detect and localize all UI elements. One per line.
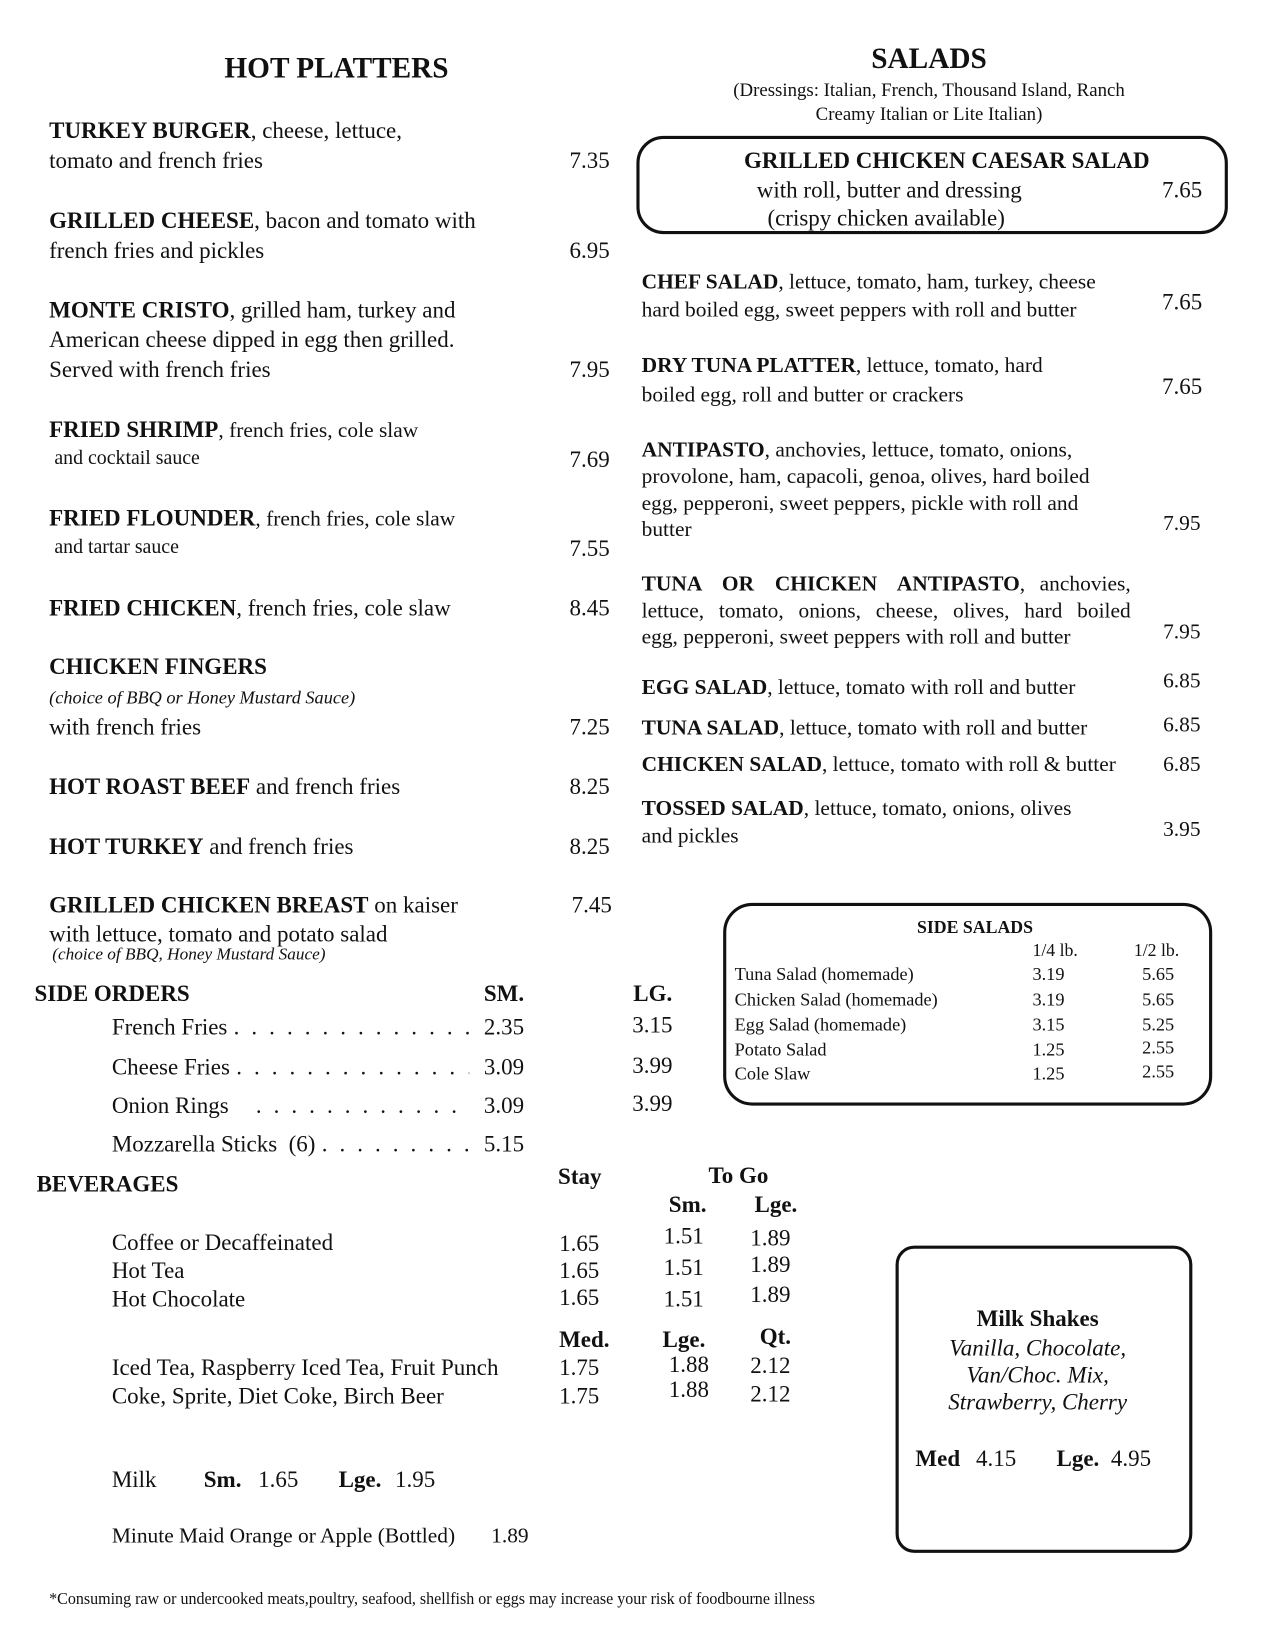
beverages-title: BEVERAGES — [36, 1170, 179, 1197]
side-salad-name: Potato Salad — [734, 1038, 827, 1060]
price-lg: 3.99 — [632, 1089, 673, 1117]
item-desc: , lettuce, tomato with roll & butter — [821, 753, 1116, 777]
item-desc: , anchovies, — [1019, 572, 1131, 596]
price-sm: 1.51 — [663, 1285, 704, 1312]
beverage-name: Coffee or Decaffeinated — [111, 1228, 334, 1256]
item-note: (choice of BBQ, Honey Mustard Sauce) — [52, 943, 326, 964]
item-desc: with french fries — [49, 713, 202, 740]
salads-title: SALADS — [871, 42, 987, 76]
item-desc: , anchovies, lettuce, tomato, onions, — [764, 438, 1073, 462]
item-desc: , lettuce, tomato, onions, olives — [803, 797, 1072, 821]
milk-label: Milk — [111, 1466, 157, 1493]
item-desc: egg, pepperoni, sweet peppers, pickle with roll and — [641, 492, 1079, 516]
item-price: 7.95 — [1163, 512, 1201, 536]
price-stay: 1.65 — [559, 1284, 600, 1311]
side-order-item — [112, 1131, 478, 1159]
price-sm: 3.09 — [483, 1053, 525, 1080]
juice-label: Minute Maid Orange or Apple (Bottled) — [111, 1524, 456, 1548]
item-desc: with lettuce, tomato and potato salad — [49, 920, 388, 947]
dressings-note: Creamy Italian or Lite Italian) — [815, 103, 1043, 125]
milk-shakes-flavors: Vanilla, Chocolate, — [949, 1334, 1127, 1361]
item-desc: on kaiser — [368, 891, 458, 918]
item-desc: , lettuce, tomato with roll and butter — [779, 716, 1088, 740]
price-lg: 3.99 — [632, 1052, 673, 1079]
item-price: 7.25 — [569, 713, 610, 740]
item-price: 8.25 — [569, 832, 610, 859]
item-name: TOSSED SALAD — [641, 797, 804, 821]
item-name: CHICKEN SALAD — [641, 753, 822, 777]
item-desc: and french fries — [250, 773, 401, 800]
leader-dots — [234, 1014, 470, 1042]
price-stay: 1.65 — [559, 1257, 600, 1284]
menu-item — [49, 297, 455, 325]
item-price: 6.85 — [1163, 753, 1201, 777]
menu-item — [49, 773, 400, 801]
item-desc: french fries and pickles — [49, 237, 265, 264]
price-med: 1.75 — [559, 1382, 600, 1409]
item-desc: , french fries, cole slaw — [236, 594, 451, 621]
item-name: CHEF SALAD — [641, 270, 779, 294]
item-desc: , lettuce, tomato, hard — [855, 354, 1043, 378]
column-header: 1/2 lb. — [1133, 940, 1180, 961]
item-price: 7.95 — [1163, 620, 1201, 644]
item-desc: hard boiled egg, sweet peppers with roll and butter — [641, 298, 1077, 322]
food-safety-disclaimer: *Consuming raw or undercooked meats,poultry, seafood, shellfish or eggs may increase your risk of foodbourne illness — [49, 1588, 815, 1609]
dressings-note: (Dressings: Italian, French, Thousand Island, Ranch — [733, 79, 1125, 101]
item-desc: , cheese, lettuce, — [250, 117, 403, 144]
column-header-stay: Stay — [558, 1163, 602, 1190]
leader-dots — [256, 1092, 469, 1120]
item-price: 7.95 — [569, 356, 610, 383]
item-note: (choice of BBQ or Honey Mustard Sauce) — [49, 686, 356, 708]
menu-item — [642, 353, 1043, 379]
item-price: 6.85 — [1163, 713, 1201, 737]
hot-platters-title: HOT PLATTERS — [224, 52, 449, 85]
price-sm: 5.15 — [483, 1130, 525, 1157]
item-desc: , lettuce, tomato, ham, turkey, cheese — [778, 270, 1096, 294]
item-desc: , bacon and tomato with — [254, 206, 476, 234]
item-name: EGG SALAD — [641, 676, 768, 700]
item-desc: and french fries — [203, 832, 354, 859]
menu-item — [49, 595, 451, 623]
price-lg: 3.15 — [632, 1011, 673, 1038]
item-name: HOT TURKEY — [49, 832, 204, 859]
item-price: 6.85 — [1163, 669, 1201, 693]
side-salads-title: SIDE SALADS — [916, 917, 1033, 938]
menu-item — [642, 675, 1076, 701]
item-price: 8.25 — [569, 773, 610, 800]
price-quarter: 1.25 — [1032, 1062, 1065, 1084]
price-half: 2.55 — [1142, 1036, 1175, 1058]
item-price: 8.45 — [569, 594, 610, 621]
side-orders-title: SIDE ORDERS — [34, 980, 190, 1007]
leader-dots — [322, 1131, 469, 1159]
item-name: MONTE CRISTO — [49, 296, 230, 323]
price-lge: 1.88 — [668, 1351, 710, 1378]
beverage-name: Coke, Sprite, Diet Coke, Birch Beer — [111, 1382, 444, 1409]
milk-sm-price: 1.65 — [258, 1466, 299, 1493]
item-price: 7.55 — [569, 535, 610, 562]
item-desc: with roll, butter and dressing — [756, 176, 1022, 203]
item-name: CHICKEN FINGERS — [49, 653, 267, 680]
item-name: FRIED SHRIMP — [49, 415, 219, 443]
price-quarter: 3.15 — [1032, 1013, 1065, 1035]
item-price: 7.69 — [569, 446, 610, 473]
shake-med-price: 4.15 — [976, 1445, 1017, 1472]
item-desc: boiled egg, roll and butter or crackers — [641, 383, 964, 407]
item-desc: , grilled ham, turkey and — [229, 296, 456, 323]
item-name: ANTIPASTO — [641, 438, 765, 462]
price-qt: 2.12 — [750, 1380, 791, 1407]
column-header-qt: Qt. — [759, 1322, 792, 1350]
item-name: GRILLED CHICKEN CAESAR SALAD — [743, 147, 1150, 174]
beverage-name: Hot Chocolate — [111, 1285, 246, 1312]
item-name: TUNA OR CHICKEN ANTIPASTO — [641, 572, 1020, 596]
column-header-lg: LG. — [633, 980, 673, 1007]
side-salad-name: Egg Salad (homemade) — [734, 1013, 907, 1035]
menu-item — [49, 416, 418, 444]
item-desc: and cocktail sauce — [54, 447, 200, 470]
item-name: FRIED CHICKEN — [49, 594, 237, 621]
item-desc: , french fries, cole slaw — [255, 507, 456, 531]
price-sm: 3.09 — [483, 1092, 525, 1119]
price-sm: 1.51 — [663, 1254, 704, 1281]
price-sm: 2.35 — [483, 1013, 525, 1040]
milk-shakes-title: Milk Shakes — [976, 1305, 1099, 1332]
item-price: 6.95 — [569, 237, 610, 264]
item-desc: , french fries, cole slaw — [218, 419, 419, 443]
column-header: 1/4 lb. — [1032, 940, 1078, 961]
side-order-item — [112, 1014, 478, 1042]
item-price: 7.45 — [571, 891, 612, 918]
item-price: 3.95 — [1163, 818, 1201, 842]
price-qt: 2.12 — [750, 1352, 791, 1379]
menu-item — [642, 270, 1096, 296]
side-salad-name: Chicken Salad (homemade) — [734, 988, 938, 1010]
item-name: DRY TUNA PLATTER — [641, 354, 856, 378]
item-desc: and pickles — [641, 824, 739, 848]
menu-item — [642, 438, 1073, 464]
price-lge: 1.89 — [750, 1281, 791, 1308]
item-desc: lettuce, tomato, onions, cheese, olives, hard boiled — [641, 599, 1131, 623]
menu-item — [49, 505, 455, 533]
price-lge: 1.89 — [750, 1224, 791, 1251]
shake-med-label: Med — [915, 1445, 961, 1472]
menu-item — [642, 572, 1131, 598]
column-header-lge: Lge. — [662, 1326, 706, 1353]
menu-item — [49, 207, 476, 235]
item-desc: American cheese dipped in egg then grilled. — [49, 326, 455, 353]
price-med: 1.75 — [559, 1354, 600, 1381]
price-half: 5.65 — [1142, 963, 1175, 985]
price-half: 2.55 — [1142, 1060, 1175, 1082]
price-quarter: 3.19 — [1032, 963, 1065, 985]
item-name: TUNA SALAD — [641, 716, 780, 740]
menu-item — [642, 752, 1116, 778]
item-name: GRILLED CHEESE — [49, 206, 255, 234]
price-sm: 1.51 — [663, 1222, 704, 1249]
price-stay: 1.65 — [559, 1229, 600, 1257]
price-lge: 1.89 — [750, 1250, 791, 1277]
item-price: 7.35 — [569, 147, 610, 174]
item-desc: tomato and french fries — [49, 147, 263, 174]
menu-item — [49, 891, 458, 919]
milk-sm-label: Sm. — [203, 1466, 242, 1493]
price-lge: 1.88 — [668, 1376, 710, 1403]
milk-shakes-flavors: Strawberry, Cherry — [948, 1388, 1128, 1415]
item-name: Cheese Fries — [111, 1053, 230, 1080]
item-desc: provolone, ham, capacoli, genoa, olives, hard boiled — [641, 465, 1090, 489]
item-name: TURKEY BURGER — [49, 117, 251, 144]
milk-lge-price: 1.95 — [395, 1466, 436, 1493]
menu-item — [49, 117, 402, 145]
menu-item — [642, 716, 1088, 742]
item-name: GRILLED CHICKEN BREAST — [49, 891, 369, 918]
price-quarter: 1.25 — [1032, 1038, 1065, 1060]
beverage-name: Hot Tea — [111, 1257, 185, 1284]
item-price: 7.65 — [1162, 288, 1203, 315]
side-order-item — [112, 1053, 478, 1081]
milk-lge-label: Lge. — [338, 1466, 382, 1493]
item-desc: Served with french fries — [49, 356, 271, 383]
juice-price: 1.89 — [491, 1524, 529, 1548]
leader-dots — [236, 1053, 469, 1081]
beverage-name: Iced Tea, Raspberry Iced Tea, Fruit Punch — [111, 1354, 499, 1381]
menu-item — [642, 796, 1072, 822]
item-desc: and tartar sauce — [54, 536, 179, 559]
column-header-med: Med. — [559, 1326, 610, 1353]
column-header-sm: Sm. — [668, 1191, 707, 1218]
item-desc: (crispy chicken available) — [767, 204, 1005, 231]
item-price: 7.65 — [1162, 373, 1203, 400]
price-half: 5.25 — [1142, 1013, 1175, 1035]
item-desc: egg, pepperoni, sweet peppers with roll and butter — [641, 625, 1071, 649]
price-quarter: 3.19 — [1032, 988, 1065, 1010]
price-half: 5.65 — [1142, 988, 1175, 1010]
item-name: Onion Rings — [111, 1092, 229, 1119]
side-order-item — [112, 1092, 478, 1120]
item-name: FRIED FLOUNDER — [49, 504, 256, 531]
item-price: 7.65 — [1162, 176, 1203, 203]
menu-item — [49, 833, 353, 861]
shake-lge-label: Lge. — [1056, 1445, 1100, 1472]
column-header-togo: To Go — [708, 1162, 769, 1189]
column-header-sm: SM. — [483, 980, 525, 1007]
side-salad-name: Tuna Salad (homemade) — [734, 963, 914, 985]
side-salad-name: Cole Slaw — [734, 1062, 811, 1084]
item-desc: , lettuce, tomato with roll and butter — [767, 676, 1076, 700]
column-header-lge: Lge. — [754, 1191, 798, 1218]
milk-shakes-flavors: Van/Choc. Mix, — [966, 1361, 1109, 1388]
item-name: HOT ROAST BEEF — [49, 773, 251, 800]
item-name: Mozzarella Sticks (6) — [111, 1130, 316, 1157]
item-desc: butter — [641, 518, 692, 542]
shake-lge-price: 4.95 — [1110, 1445, 1152, 1472]
item-name: French Fries — [111, 1013, 228, 1040]
